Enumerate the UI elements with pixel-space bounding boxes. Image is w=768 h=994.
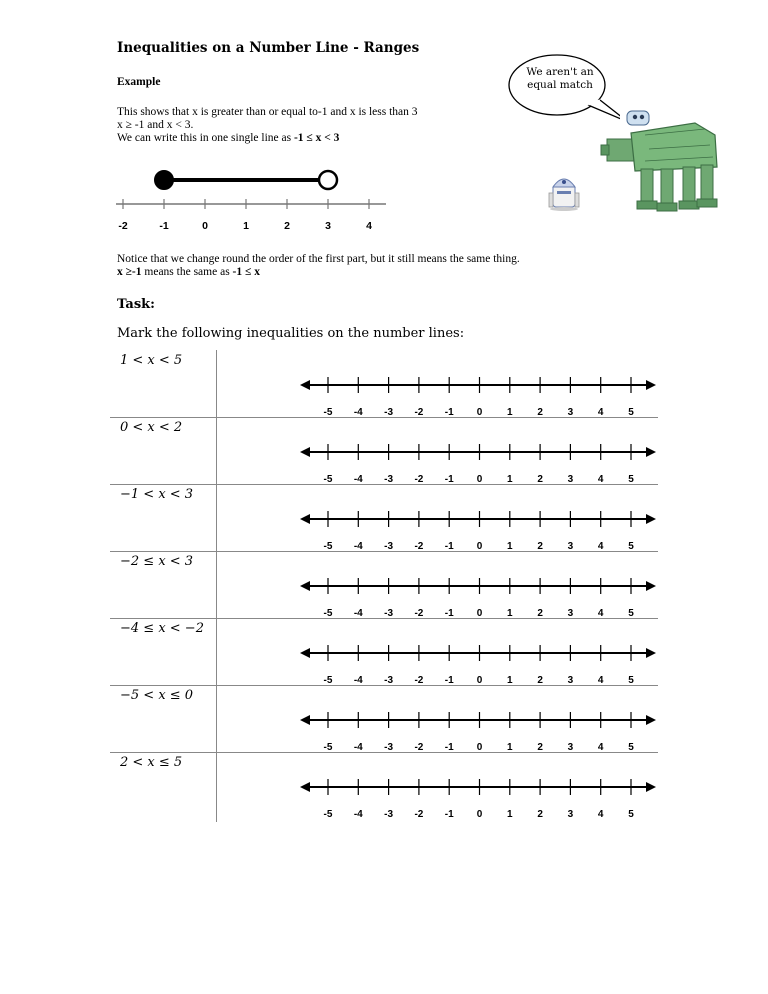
left-arrow-icon xyxy=(300,782,310,792)
inequality-label: −1 < x < 3 xyxy=(120,487,194,502)
tick-label: 4 xyxy=(597,809,604,820)
tick-label: -5 xyxy=(323,474,333,485)
tick-label: -1 xyxy=(444,474,454,485)
tick-label: -2 xyxy=(414,407,424,418)
tick-label: 4 xyxy=(597,407,604,418)
tick-label: 1 xyxy=(507,474,513,485)
tick-label: -5 xyxy=(323,541,333,552)
tick-label: 3 xyxy=(567,809,574,820)
inequality-label: −4 ≤ x < −2 xyxy=(120,621,204,636)
walker-icon xyxy=(601,111,717,211)
tick-label: 0 xyxy=(476,407,483,418)
example-closed-point xyxy=(155,171,173,189)
tick-label: -4 xyxy=(353,608,363,619)
tick-label: 2 xyxy=(537,474,543,485)
tick-label: 2 xyxy=(537,809,543,820)
tick-label: -3 xyxy=(384,675,394,686)
tick-label: -2 xyxy=(414,474,424,485)
tick-label: 2 xyxy=(537,407,543,418)
tick-label: 3 xyxy=(567,474,574,485)
tick-label: -4 xyxy=(353,809,363,820)
tick-label: 0 xyxy=(476,608,483,619)
page-title: Inequalities on a Number Line - Ranges xyxy=(117,40,420,56)
inequality-label: 0 < x < 2 xyxy=(120,420,183,435)
tick-label: 2 xyxy=(537,742,543,753)
inequality-label: −5 < x ≤ 0 xyxy=(120,688,194,703)
example-open-point xyxy=(319,171,337,189)
tick-label: 5 xyxy=(628,541,634,552)
tick-label: -2 xyxy=(414,675,424,686)
tick-label: -4 xyxy=(353,541,363,552)
note-expr-a: x ≥-1 xyxy=(117,266,142,278)
tick-label: 1 xyxy=(507,407,513,418)
example-tick-label: 3 xyxy=(325,220,331,232)
walker-robot-illustration xyxy=(545,105,730,220)
tick-label: 4 xyxy=(597,675,604,686)
left-arrow-icon xyxy=(300,447,310,457)
tick-label: 5 xyxy=(628,742,634,753)
note-line1: Notice that we change round the order of the first part, but it still means the same thing. xyxy=(117,253,520,265)
tick-label: -5 xyxy=(323,675,333,686)
tick-label: -1 xyxy=(444,608,454,619)
tick-label: -3 xyxy=(384,742,394,753)
tick-label: -5 xyxy=(323,809,333,820)
right-arrow-icon xyxy=(646,648,656,658)
right-arrow-icon xyxy=(646,581,656,591)
task-number-line[interactable] xyxy=(296,774,666,824)
tick-label: 2 xyxy=(537,541,543,552)
tick-label: 0 xyxy=(476,675,483,686)
tick-label: 0 xyxy=(476,809,483,820)
tick-label: -3 xyxy=(384,474,394,485)
tick-label: -2 xyxy=(414,742,424,753)
left-arrow-icon xyxy=(300,581,310,591)
tick-label: 5 xyxy=(628,407,634,418)
example-tick-label: 2 xyxy=(284,220,290,232)
speech-bubble-text: We aren't an equal match xyxy=(526,66,594,91)
tick-label: 5 xyxy=(628,675,634,686)
task-number-line[interactable] xyxy=(296,640,666,690)
tick-label: -3 xyxy=(384,608,394,619)
left-arrow-icon xyxy=(300,715,310,725)
tick-label: -3 xyxy=(384,541,394,552)
tick-label: 4 xyxy=(597,474,604,485)
tick-label: -5 xyxy=(323,742,333,753)
tick-label: 1 xyxy=(507,675,513,686)
example-tick-label: -2 xyxy=(118,220,128,232)
example-text-line2: x ≥ -1 and x < 3. xyxy=(117,119,194,131)
tick-label: 5 xyxy=(628,474,634,485)
tick-label: 3 xyxy=(567,407,574,418)
tick-label: -4 xyxy=(353,675,363,686)
tick-label: 5 xyxy=(628,809,634,820)
tick-label: -1 xyxy=(444,407,454,418)
task-heading: Task: xyxy=(117,297,155,312)
left-arrow-icon xyxy=(300,648,310,658)
tick-label: 2 xyxy=(537,675,543,686)
example-text-prefix: We can write this in one single line as xyxy=(117,132,294,144)
tick-label: 2 xyxy=(537,608,543,619)
note-mid: means the same as xyxy=(141,266,233,278)
tick-label: -1 xyxy=(444,742,454,753)
task-number-line[interactable] xyxy=(296,372,666,422)
tick-label: -4 xyxy=(353,742,363,753)
task-number-line[interactable] xyxy=(296,707,666,757)
tick-label: 1 xyxy=(507,541,513,552)
example-text-line1: This shows that x is greater than or equal to-1 and x is less than 3 xyxy=(117,106,418,118)
tick-label: -3 xyxy=(384,407,394,418)
tick-label: 5 xyxy=(628,608,634,619)
right-arrow-icon xyxy=(646,715,656,725)
tick-label: 1 xyxy=(507,809,513,820)
inequality-label: −2 ≤ x < 3 xyxy=(120,554,194,569)
example-number-line xyxy=(110,160,400,238)
tick-label: -2 xyxy=(414,541,424,552)
tick-label: -5 xyxy=(323,407,333,418)
tick-label: 3 xyxy=(567,742,574,753)
task-instruction: Mark the following inequalities on the number lines: xyxy=(117,326,465,341)
tick-label: -2 xyxy=(414,608,424,619)
tick-label: 4 xyxy=(597,541,604,552)
example-inequality: -1 ≤ x < 3 xyxy=(293,132,340,144)
task-number-line[interactable] xyxy=(296,439,666,489)
left-arrow-icon xyxy=(300,514,310,524)
inequality-label: 1 < x < 5 xyxy=(120,353,183,368)
right-arrow-icon xyxy=(646,782,656,792)
tick-label: -4 xyxy=(353,474,363,485)
tick-label: -2 xyxy=(414,809,424,820)
right-arrow-icon xyxy=(646,514,656,524)
tick-label: -1 xyxy=(444,809,454,820)
right-arrow-icon xyxy=(646,380,656,390)
tick-label: 4 xyxy=(597,742,604,753)
tick-label: -5 xyxy=(323,608,333,619)
example-heading: Example xyxy=(117,76,161,88)
right-arrow-icon xyxy=(646,447,656,457)
tick-label: 3 xyxy=(567,608,574,619)
example-tick-label: 1 xyxy=(243,220,249,232)
task-number-line[interactable] xyxy=(296,573,666,623)
note-expr-b: -1 ≤ x xyxy=(232,266,260,278)
tick-label: 3 xyxy=(567,675,574,686)
note-line2 xyxy=(117,266,260,279)
tick-label: -1 xyxy=(444,541,454,552)
tick-label: -1 xyxy=(444,675,454,686)
example-tick-label: -1 xyxy=(159,220,169,232)
droid-icon xyxy=(549,179,579,211)
tick-label: 3 xyxy=(567,541,574,552)
tick-label: 1 xyxy=(507,608,513,619)
tick-label: 0 xyxy=(476,474,483,485)
tick-label: 4 xyxy=(597,608,604,619)
inequality-label: 2 < x ≤ 5 xyxy=(120,755,183,770)
tick-label: 0 xyxy=(476,541,483,552)
task-number-line[interactable] xyxy=(296,506,666,556)
tick-label: 1 xyxy=(507,742,513,753)
tick-label: 0 xyxy=(476,742,483,753)
example-tick-label: 0 xyxy=(202,220,208,232)
tick-label: -3 xyxy=(384,809,394,820)
example-tick-label: 4 xyxy=(366,220,372,232)
left-arrow-icon xyxy=(300,380,310,390)
tick-label: -4 xyxy=(353,407,363,418)
example-text-line3 xyxy=(117,132,339,145)
